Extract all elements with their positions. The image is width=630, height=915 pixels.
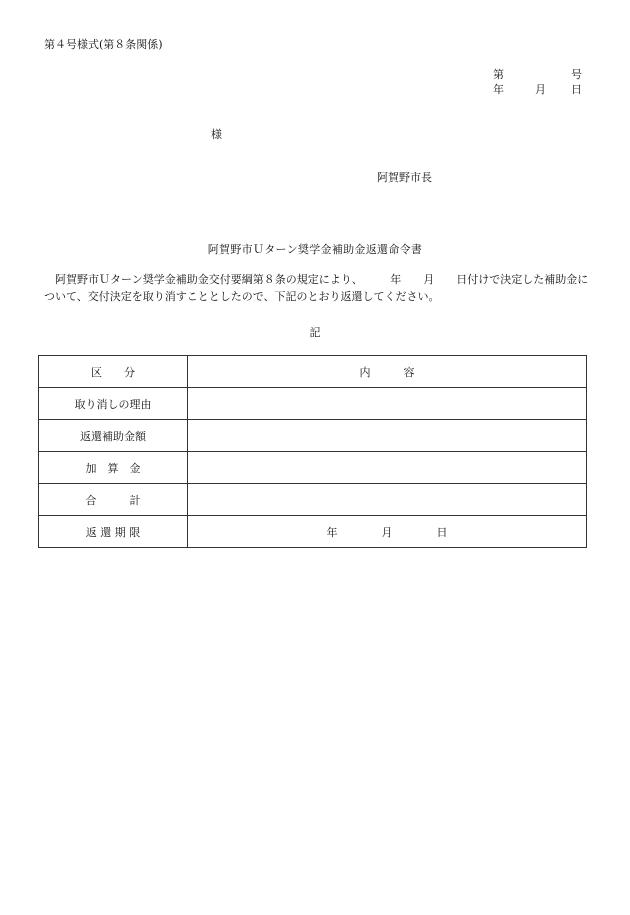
document-number-label: 第 bbox=[493, 68, 504, 81]
row-label-reason: 取り消しの理由 bbox=[39, 388, 188, 420]
table-header-label: 区 分 bbox=[39, 356, 188, 388]
row-label-total: 合 計 bbox=[39, 484, 188, 516]
row-value-deadline: 年 月 日 bbox=[188, 516, 587, 548]
table-row bbox=[39, 388, 587, 420]
row-value-return-amount bbox=[188, 420, 587, 452]
table-row bbox=[39, 484, 587, 516]
table-row bbox=[39, 420, 587, 452]
row-value-total bbox=[188, 484, 587, 516]
document-number-suffix: 号 bbox=[571, 68, 582, 81]
body-paragraph: 阿賀野市Ｕターン奨学金補助金交付要綱第８条の規定により、 年 月 日付けで決定した補助金について、交付決定を取り消すこととしたので、下記のとおり返還してください。 bbox=[44, 273, 589, 303]
table-row bbox=[39, 452, 587, 484]
row-label-return-amount: 返還補助金額 bbox=[39, 420, 188, 452]
table-row bbox=[39, 516, 587, 548]
row-value-additional-charge bbox=[188, 452, 587, 484]
form-number: 第４号様式(第８条関係) bbox=[44, 38, 163, 51]
date-year-label: 年 bbox=[493, 83, 504, 96]
row-value-reason bbox=[188, 388, 587, 420]
row-label-deadline: 返 還 期 限 bbox=[39, 516, 188, 548]
table-header-row bbox=[39, 356, 587, 388]
table-header-content: 内 容 bbox=[188, 356, 587, 388]
document-title: 阿賀野市Ｕターン奨学金補助金返還命令書 bbox=[207, 243, 423, 256]
date-day-label: 日 bbox=[571, 83, 582, 96]
addressee-suffix: 様 bbox=[211, 128, 222, 141]
issuer-name: 阿賀野市長 bbox=[377, 171, 432, 184]
row-label-additional-charge: 加 算 金 bbox=[39, 452, 188, 484]
ki-heading: 記 bbox=[309, 326, 321, 339]
date-month-label: 月 bbox=[535, 83, 546, 96]
detail-table bbox=[38, 355, 587, 548]
